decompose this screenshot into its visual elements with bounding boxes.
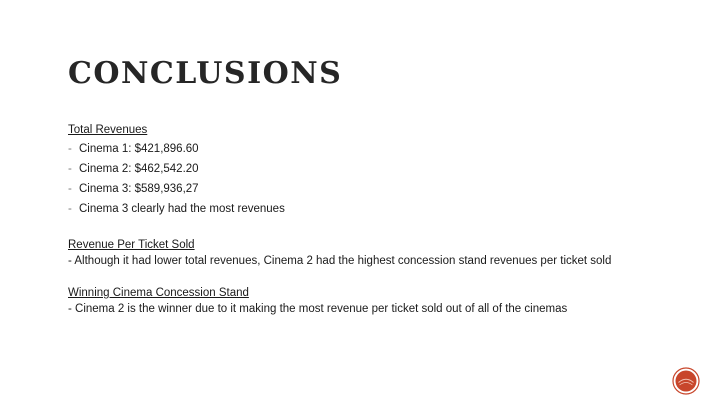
list-item-text: Cinema 3 clearly had the most revenues [79,203,285,215]
total-revenues-section [68,122,668,217]
total-revenues-heading: Total Revenues [68,124,148,136]
list-item-text: Cinema 1: $421,896.60 [79,143,199,155]
list-item [68,182,668,197]
list-item [68,162,668,177]
revenue-per-ticket-heading: Revenue Per Ticket Sold [68,239,195,251]
slide-content [68,122,668,315]
bullet-dash: - [68,163,72,175]
list-item-text: Cinema 3: $589,936,27 [79,183,199,195]
bullet-dash: - [68,183,72,195]
revenue-per-ticket-section [68,237,668,267]
bullet-dash: - [68,143,72,155]
list-item-text: Cinema 2: $462,542.20 [79,163,199,175]
slide-title: CONCLUSIONS [68,56,343,91]
winning-cinema-heading: Winning Cinema Concession Stand [68,287,249,299]
bullet-dash: - [68,203,72,215]
list-item [68,142,668,157]
revenue-per-ticket-text: - Although it had lower total revenues, Cinema 2 had the highest concession stand revenues per ticket sold [68,255,612,267]
winning-cinema-section [68,285,668,315]
winning-cinema-text: - Cinema 2 is the winner due to it making the most revenue per ticket sold out of all of the cinemas [68,303,568,315]
circle-emblem-icon [672,367,700,395]
list-item [68,202,668,217]
total-revenues-list [68,142,668,217]
